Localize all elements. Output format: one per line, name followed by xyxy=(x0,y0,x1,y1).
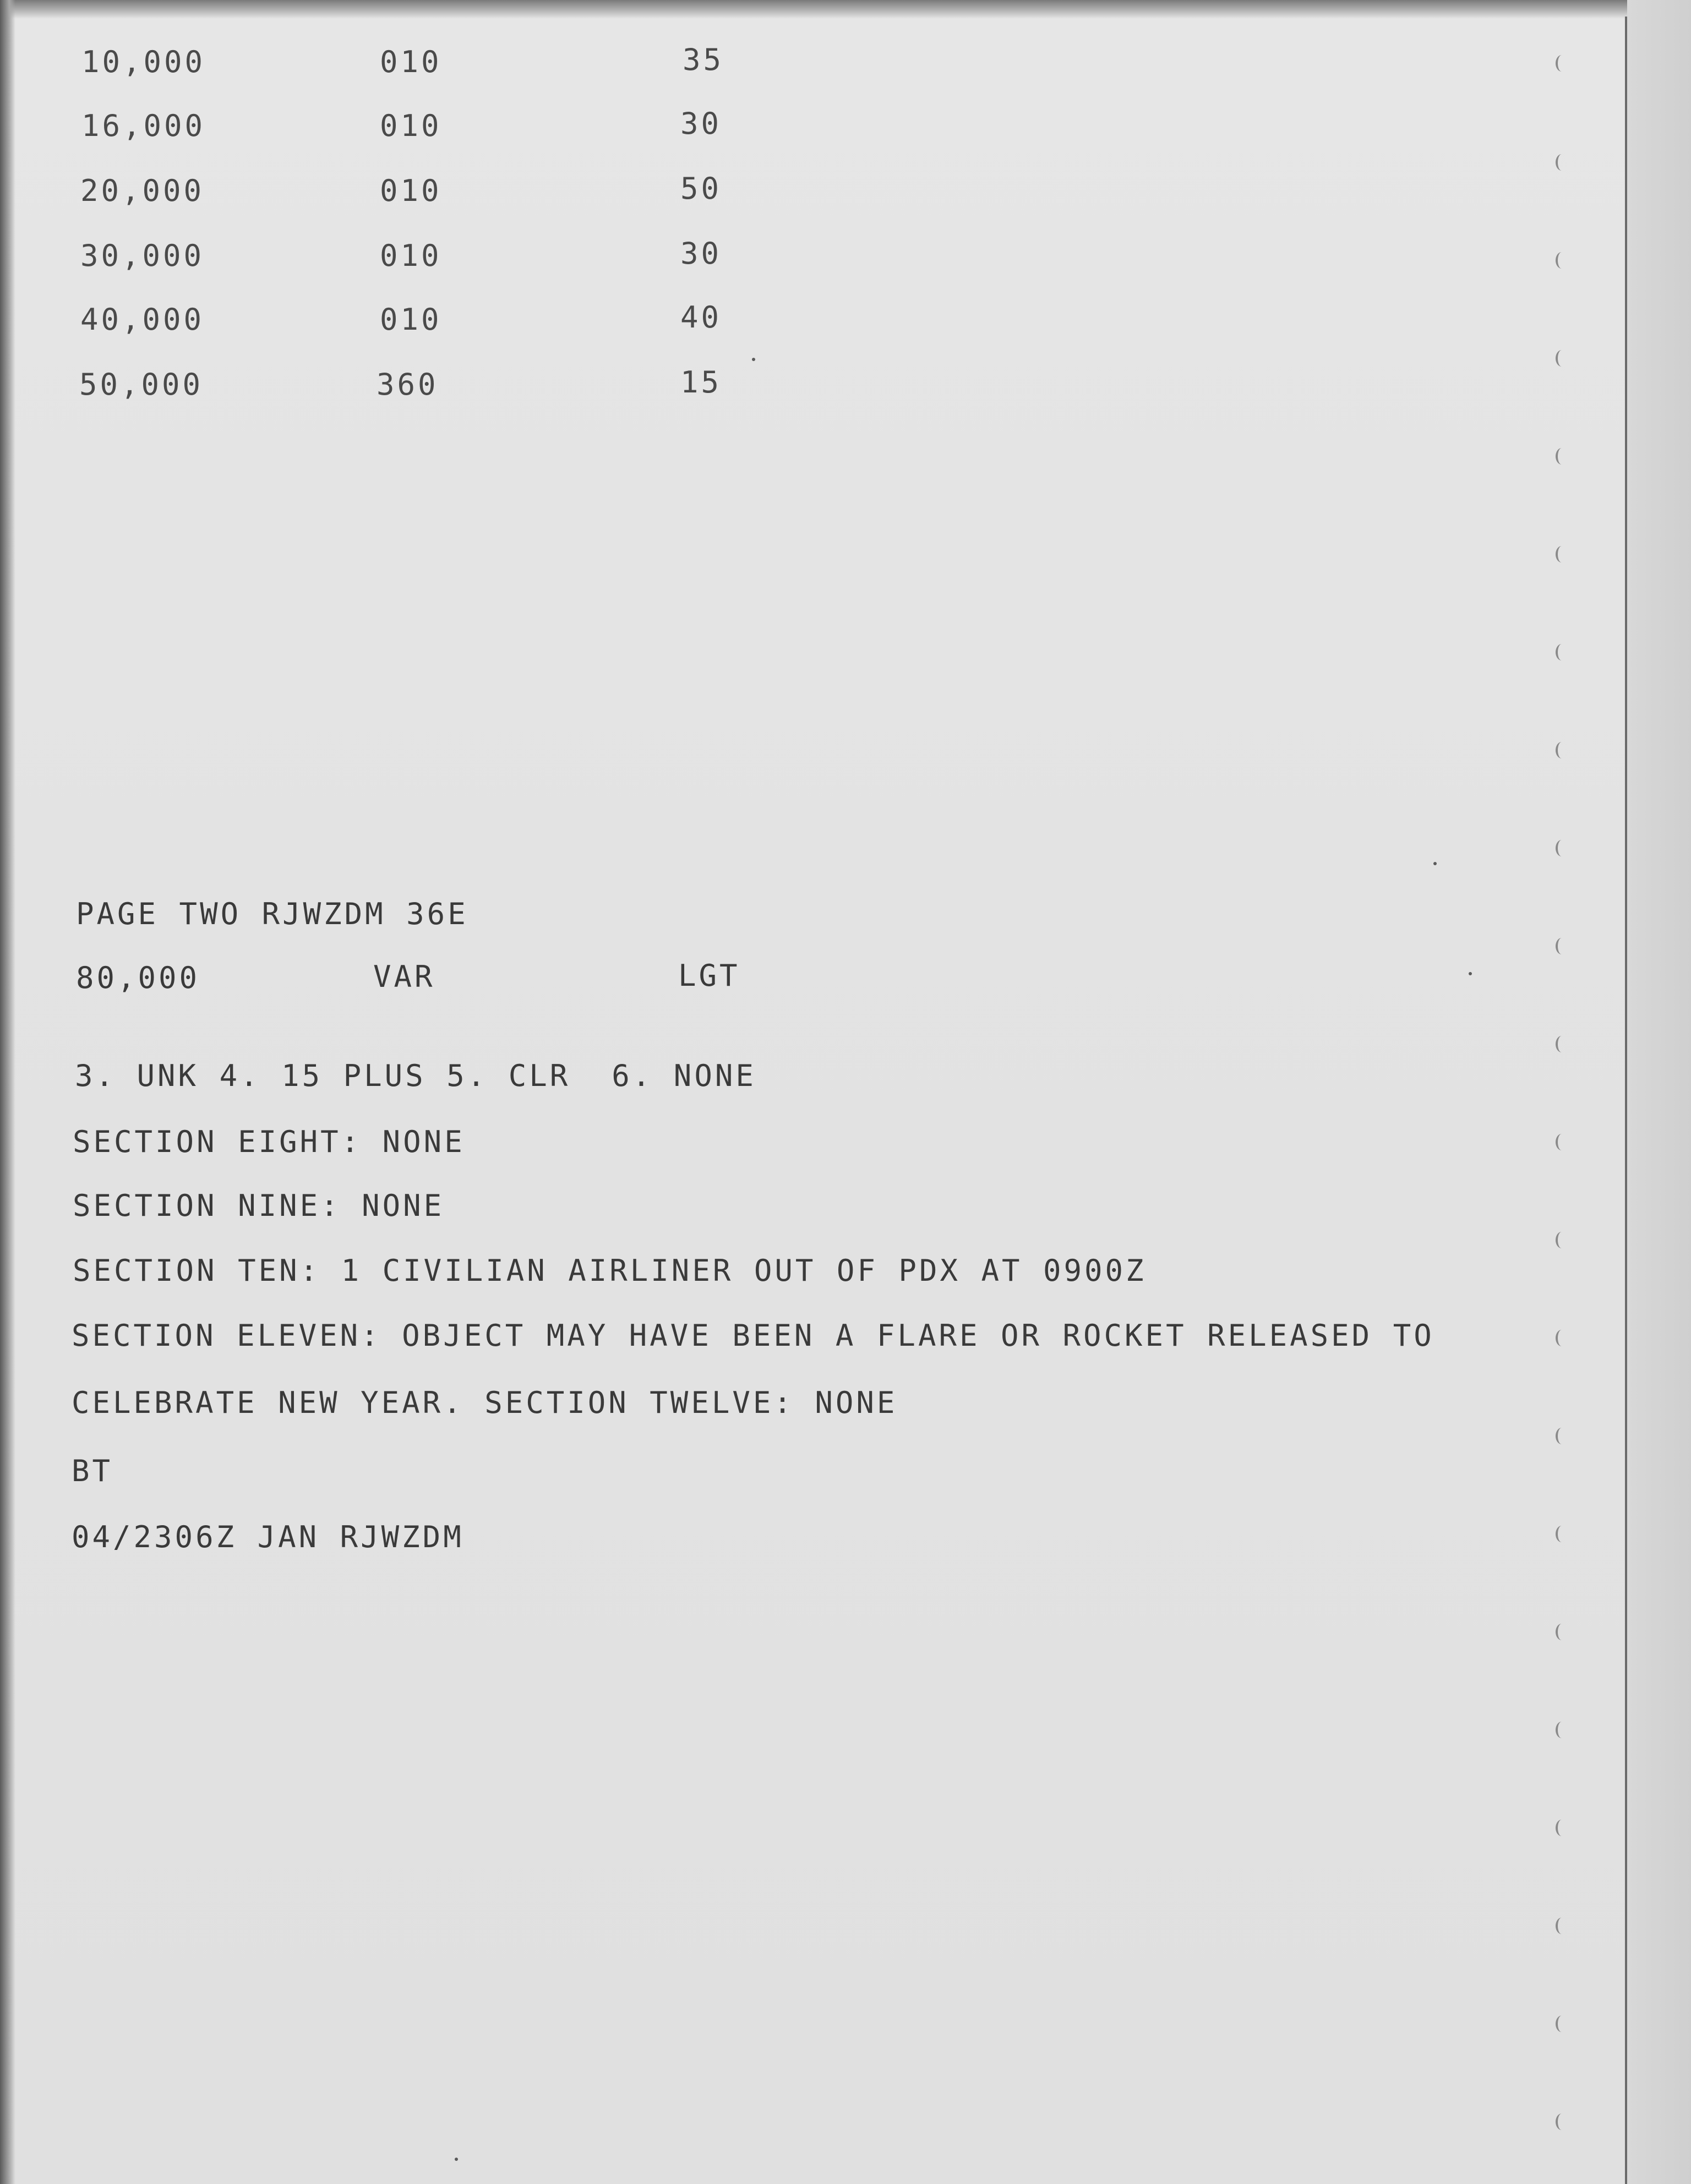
wind-direction: 010 xyxy=(380,238,442,273)
feed-hole-mark xyxy=(1556,2114,1568,2130)
wind-altitude: 20,000 xyxy=(80,173,205,208)
wind-altitude: 40,000 xyxy=(80,302,205,337)
feed-hole-mark xyxy=(1556,1330,1568,1346)
section-eight-line: SECTION EIGHT: NONE xyxy=(73,1124,465,1159)
wind-speed: 30 xyxy=(680,236,722,271)
wind-speed: 40 xyxy=(680,300,722,335)
section-nine-line: SECTION NINE: NONE xyxy=(73,1188,445,1223)
paper-edge-rule xyxy=(1625,17,1627,2184)
paper-right-margin xyxy=(1627,0,1691,2184)
wind-direction: VAR xyxy=(373,959,435,994)
feed-hole-mark xyxy=(1556,1624,1568,1640)
feed-hole-mark xyxy=(1556,840,1568,856)
feed-hole-mark xyxy=(1556,1036,1568,1052)
feed-hole-mark xyxy=(1556,1428,1568,1444)
feed-hole-mark xyxy=(1556,252,1568,269)
wind-altitude: 50,000 xyxy=(79,367,204,402)
wind-altitude: 30,000 xyxy=(80,238,205,273)
break-marker: BT xyxy=(72,1454,113,1488)
paper-speck xyxy=(752,358,755,361)
wind-altitude: 10,000 xyxy=(81,45,206,79)
feed-hole-mark xyxy=(1556,1526,1568,1542)
items-3-to-6-line: 3. UNK 4. 15 PLUS 5. CLR 6. NONE xyxy=(75,1058,756,1093)
paper-speck xyxy=(455,2158,458,2161)
feed-hole-mark xyxy=(1556,1232,1568,1248)
wind-direction: 010 xyxy=(380,173,442,208)
wind-direction: 010 xyxy=(380,302,442,337)
feed-hole-mark xyxy=(1556,938,1568,954)
scan-left-edge xyxy=(0,0,15,2184)
page-header: PAGE TWO RJWZDM 36E xyxy=(76,897,468,931)
feed-hole-mark xyxy=(1556,1918,1568,1934)
section-eleven-continuation: CELEBRATE NEW YEAR. SECTION TWELVE: NONE xyxy=(72,1385,898,1420)
date-time-group: 04/2306Z JAN RJWZDM xyxy=(72,1520,464,1554)
wind-speed: 50 xyxy=(680,171,722,206)
scan-top-edge xyxy=(0,0,1691,19)
paper-speck xyxy=(1433,862,1437,865)
feed-hole-mark xyxy=(1556,154,1568,171)
wind-speed: 15 xyxy=(680,365,722,400)
section-ten-line: SECTION TEN: 1 CIVILIAN AIRLINER OUT OF PDX AT 0900Z xyxy=(73,1253,1147,1288)
feed-hole-mark xyxy=(1556,1722,1568,1738)
wind-direction: 360 xyxy=(377,367,439,402)
feed-hole-mark xyxy=(1556,644,1568,660)
feed-hole-mark xyxy=(1556,742,1568,758)
wind-speed: 30 xyxy=(680,106,722,141)
wind-speed: LGT xyxy=(678,958,740,993)
feed-hole-mark xyxy=(1556,350,1568,367)
paper-speck xyxy=(1469,972,1472,975)
wind-direction: 010 xyxy=(380,45,442,79)
wind-altitude: 80,000 xyxy=(76,960,200,995)
feed-hole-mark xyxy=(1556,1820,1568,1836)
wind-speed: 35 xyxy=(683,42,724,77)
feed-hole-mark xyxy=(1556,546,1568,563)
feed-hole-mark xyxy=(1556,1134,1568,1150)
section-eleven-line: SECTION ELEVEN: OBJECT MAY HAVE BEEN A FLARE OR ROCKET RELEASED TO xyxy=(72,1318,1434,1353)
feed-hole-mark xyxy=(1556,448,1568,465)
feed-hole-mark xyxy=(1556,55,1568,72)
feed-hole-mark xyxy=(1556,2016,1568,2032)
wind-altitude: 16,000 xyxy=(81,108,206,143)
wind-direction: 010 xyxy=(380,108,442,143)
